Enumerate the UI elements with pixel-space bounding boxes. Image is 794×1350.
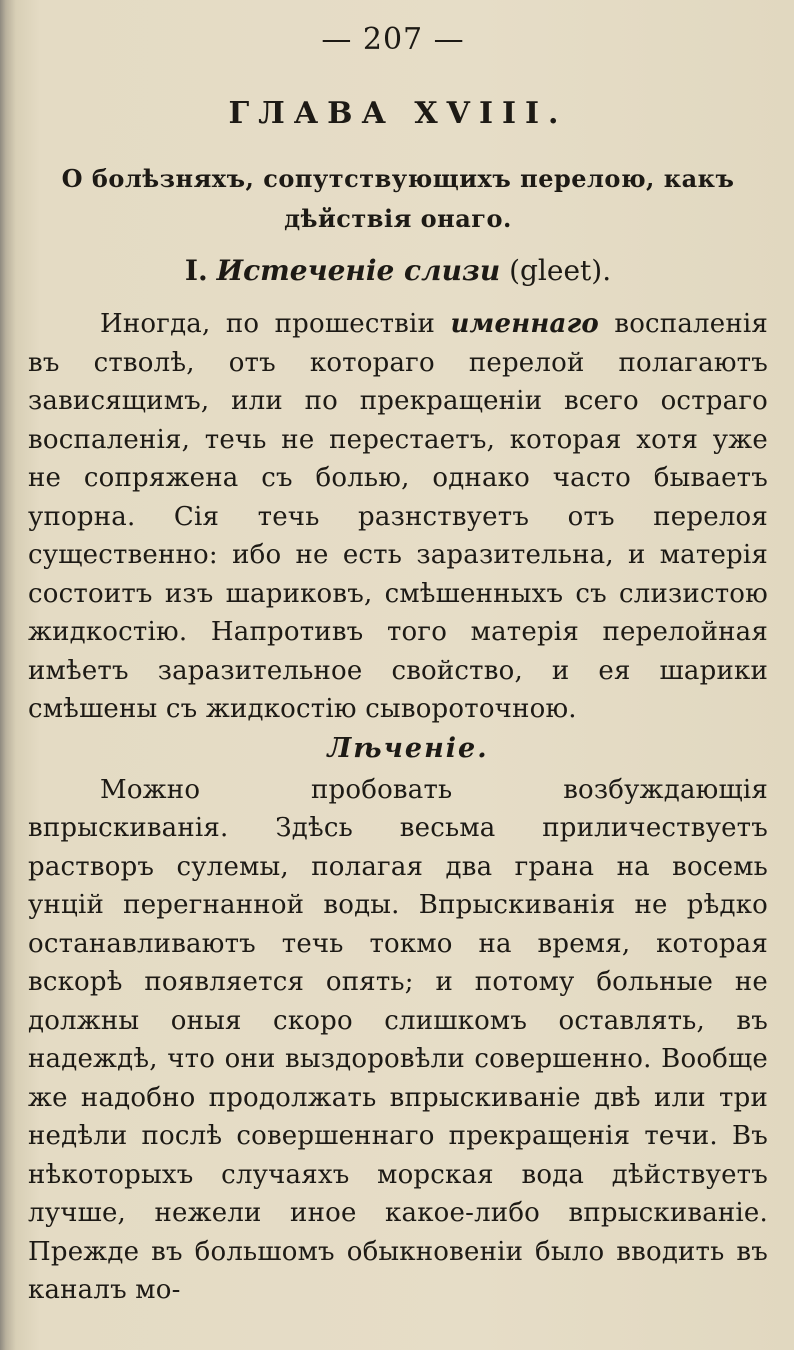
paragraph-1-emphasis: именнаго bbox=[450, 309, 599, 339]
section-note: (gleet). bbox=[509, 254, 612, 287]
section-title: Истеченіе слизи bbox=[216, 254, 501, 287]
page-number: — 207 — bbox=[321, 22, 465, 57]
chapter-heading: ГЛАВА XVIII. bbox=[228, 96, 568, 131]
section-number: I. bbox=[184, 254, 208, 287]
chapter-title bbox=[28, 159, 768, 239]
treatment-subheading: Лѣченіе. bbox=[327, 732, 489, 764]
paragraph-2: Можно пробовать возбуждающія впрыскиванія. Здѣсь весьма приличествуетъ растворъ сулемы, полагая два грана на восемь унцій перегнанной воды. Впрыскиванія не рѣдко останавливаютъ течь токмо на время, которая вскорѣ появляется опять; и потому больные не должны оныя скоро слишкомъ оставлять, въ надеждѣ, что они выздоровѣли совершенно. Вообще же надобно продолжать впрыскиваніе двѣ или три недѣли послѣ совершеннаго прекращенія течи. Въ нѣкоторыхъ случаяхъ морская вода дѣйствуетъ лучше, нежели иное какое-либо впрыскиваніе. Прежде въ большомъ обыкновеніи было вводить въ каналъ мо- bbox=[28, 774, 768, 1305]
paragraph-1-part-2: воспаленія въ стволѣ, отъ котораго перелой полагаютъ зависящимъ, или по прекращеніи всего остраго воспаленія, течь не перестаетъ, которая хотя уже не сопряжена съ болью, однако часто бываетъ упорна. Сія течь разнствуетъ отъ перелоя существенно: ибо не есть заразительна, и матерія состоитъ изъ шариковъ, смѣшенныхъ съ слизистою жидкостію. Напротивъ того матерія перелойная имѣетъ заразительное свойство, и ея шарики смѣшены съ жидкостію сывороточною. bbox=[28, 309, 768, 724]
chapter-title-line-2: дѣйствія онаго. bbox=[284, 204, 512, 233]
chapter-title-line-1: О болѣзняхъ, сопутствующихъ перелою, какъ bbox=[61, 164, 735, 193]
section-heading bbox=[28, 251, 768, 291]
paragraph-1-part-1: Иногда, по прошествіи bbox=[100, 309, 451, 339]
paragraph-1 bbox=[28, 305, 768, 729]
page-text bbox=[28, 18, 768, 1310]
